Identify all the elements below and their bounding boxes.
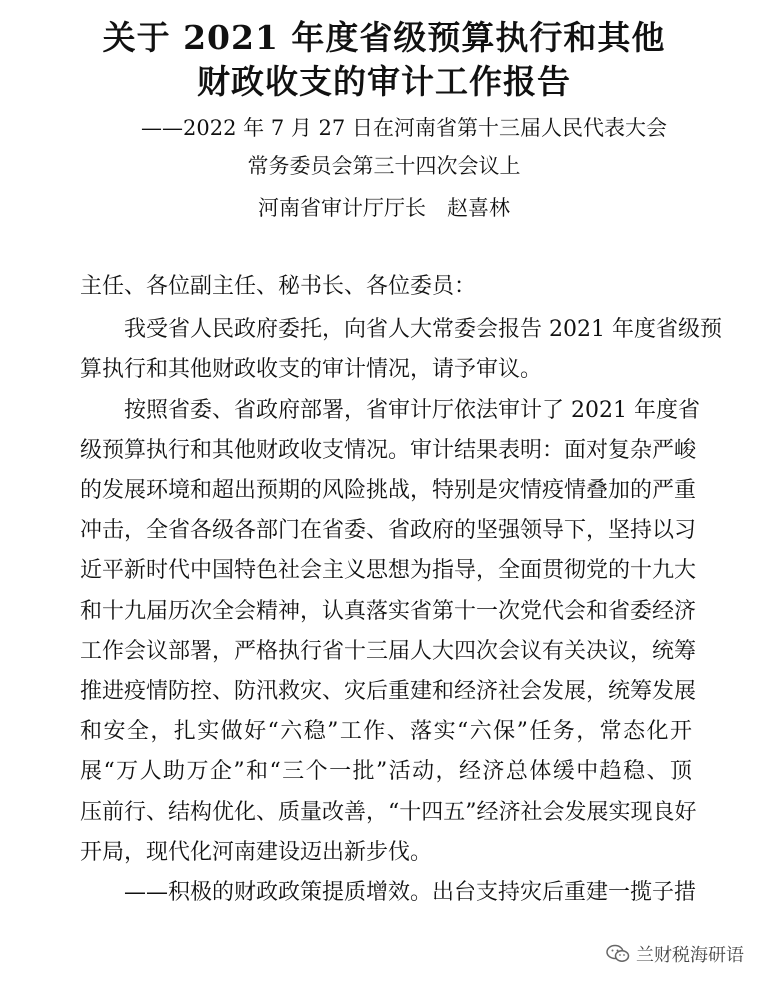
report-title-line-2: 财政收支的审计工作报告 [197,62,571,101]
paragraph-2-line: 推进疫情防控、防汛救灾、灾后重建和经济社会发展，统筹发展 [80,679,697,704]
paragraph-3-line: ——积极的财政政策提质增效。出台支持灾后重建一揽子措 [124,880,697,905]
watermark-text: 兰财税海研语 [636,945,744,966]
report-author: 河南省审计厅厅长 赵喜林 [258,196,510,220]
paragraph-2-line: 和十九届历次全会精神，认真落实省第十一次党代会和省委经济 [80,599,697,624]
report-title-line-1: 关于 2021 年度省级预算执行和其他 [102,18,666,57]
report-subtitle-line-2: 常务委员会第三十四次会议上 [247,154,521,178]
paragraph-2-line: 和安全，扎实做好“六稳”工作、落实“六保”任务，常态化开 [80,719,692,744]
salutation: 主任、各位副主任、秘书长、各位委员： [80,274,477,299]
paragraph-2-line: 近平新时代中国特色社会主义思想为指导，全面贯彻党的十九大 [80,558,697,583]
paragraph-2-line: 压前行、结构优化、质量改善，“十四五”经济社会发展实现良好 [80,800,697,825]
paragraph-1-line: 我受省人民政府委托，向省人大常委会报告 2021 年度省级预 [124,317,722,342]
paragraph-2-line: 展“万人助万企”和“三个一批”活动，经济总体缓中趋稳、顶 [80,759,692,784]
paragraph-2-line: 级预算执行和其他财政收支情况。审计结果表明：面对复杂严峻 [80,438,697,463]
paragraph-2-line: 按照省委、省政府部署，省审计厅依法审计了 2021 年度省 [124,398,700,423]
watermark [606,940,744,968]
paragraph-1-line: 算执行和其他财政收支的审计情况，请予审议。 [80,357,543,382]
paragraph-2-line: 冲击，全省各级各部门在省委、省政府的坚强领导下，坚持以习 [80,518,697,543]
paragraph-2-line: 工作会议部署，严格执行省十三届人大四次会议有关决议，统筹 [80,639,697,664]
wechat-icon [606,944,630,964]
paragraph-2-line: 的发展环境和超出预期的风险挑战，特别是灾情疫情叠加的严重 [80,478,697,503]
report-subtitle-line-1: ——2022 年 7 月 27 日在河南省第十三届人民代表大会 [141,116,667,140]
paragraph-2-line: 开局，现代化河南建设迈出新步伐。 [80,840,433,865]
